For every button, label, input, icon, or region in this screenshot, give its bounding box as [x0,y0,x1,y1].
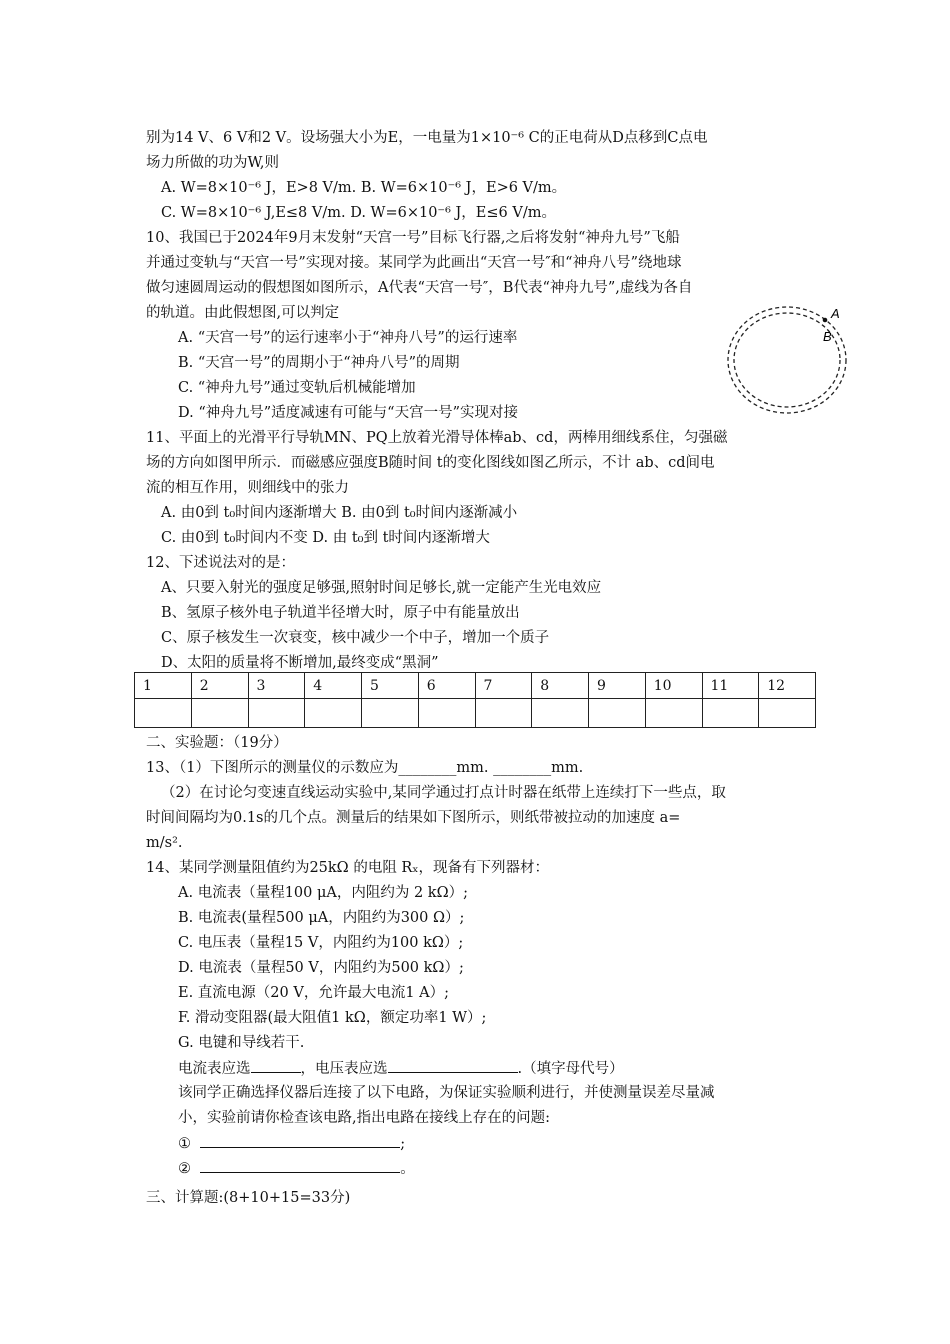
q10-text-line-1: 10、我国已于2024年9月末发射“天宫一号”目标飞行器,之后将发射“神舟九号”飞船 [146,230,680,246]
q11-text-line-2: 场的方向如图甲所示．而磁感应强度B随时间 t的变化图线如图乙所示，不计 ab、cd间电 [146,455,715,471]
q14-item-g: G. 电键和导线若干. [178,1035,305,1051]
q12-option-d: D、太阳的质量将不断增加,最终变成“黑洞” [161,655,439,671]
q11-option-cd: C. 由0到 t₀时间内不变 D. 由 t₀到 t时间内逐渐增大 [161,530,490,546]
voltmeter-prompt: ，电压表应选 [300,1061,388,1077]
answer-header-cell: 8 [532,673,589,699]
orbit-figure [726,304,850,420]
answer-cell[interactable] [248,699,305,728]
answer-cell[interactable] [418,699,475,728]
q10-text-line-4: 的轨道。由此假想图,可以判定 [146,305,340,321]
q10-option-c: C. “神舟九号”通过变轨后机械能增加 [178,380,416,396]
answer-header-cell: 7 [475,673,532,699]
ammeter-prompt: 电流表应选 [178,1061,251,1077]
answer-cell[interactable] [362,699,419,728]
q14-item-e: E. 直流电源（20 V，允许最大电流1 A）; [178,985,450,1001]
problem-1-line [178,1133,405,1154]
q12-text: 12、下述说法对的是： [146,555,295,571]
answer-table [134,672,816,728]
section-2-heading: 二、实验题：（19分） [146,735,288,751]
q10-option-a: A. “天宫一号”的运行速率小于“神舟八号”的运行速率 [178,330,518,346]
q10-option-b: B. “天宫一号”的周期小于“神舟八号”的周期 [178,355,460,371]
answer-cell[interactable] [532,699,589,728]
answer-cell[interactable] [475,699,532,728]
q10-text-line-3: 做匀速圆周运动的假想图如图所示，A代表“天宫一号″，B代表“神舟九号”,虚线为各自 [146,280,693,296]
problem-2-blank[interactable] [200,1158,400,1173]
q9-option-ab: A. W=8×10⁻⁶ J，E>8 V/m. B. W=6×10⁻⁶ J，E>6 V/m。 [161,180,567,196]
section-3-heading: 三、计算题:(8+10+15=33分) [146,1190,351,1206]
voltmeter-answer-blank[interactable] [388,1058,518,1073]
answer-header-cell: 2 [191,673,248,699]
answer-cell[interactable] [759,699,816,728]
answer-header-cell: 6 [418,673,475,699]
answer-header-cell: 10 [645,673,702,699]
outer-orbit [728,307,846,413]
answer-header-cell: 3 [248,673,305,699]
q14-circuit-text-1: 该同学正确选择仪器后连接了以下电路，为保证实验顺利进行，并使测量误差尽量减 [178,1085,715,1101]
q12-option-a: A、只要入射光的强度足够强,照射时间足够长,就一定能产生光电效应 [161,580,602,596]
q12-option-c: C、原子核发生一次衰变，核中减少一个中子，增加一个质子 [161,630,550,646]
q14-item-a: A. 电流表（量程100 μA，内阻约为 2 kΩ）; [178,885,469,901]
q13-part-1: 13、（1）下图所示的测量仪的示数应为________mm. ________mm. [146,760,584,776]
q10-text-line-2: 并通过变轨与“天宫一号”实现对接。某同学为此画出“天宫一号″和“神舟八号”绕地球 [146,255,682,271]
answer-cell[interactable] [589,699,646,728]
answer-cell[interactable] [645,699,702,728]
q13-part-2-line-1: （2）在讨论匀变速直线运动实验中,某同学通过打点计时器在纸带上连续打下一些点，取 [161,785,726,801]
q9-option-cd: C. W=8×10⁻⁶ J,E≤8 V/m. D. W=6×10⁻⁶ J，E≤6 V/m。 [161,205,556,221]
answer-cell[interactable] [702,699,759,728]
answer-cell[interactable] [191,699,248,728]
fill-in-hint: .（填字母代号） [517,1061,624,1077]
label-a: A [831,306,840,321]
answer-cell[interactable] [305,699,362,728]
answer-table-header-row [135,673,816,699]
q12-option-b: B、氢原子核外电子轨道半径增大时，原子中有能量放出 [161,605,520,621]
problem-2-end: 。 [400,1161,415,1177]
q11-option-ab: A. 由0到 t₀时间内逐渐增大 B. 由0到 t₀时间内逐渐减小 [161,505,518,521]
answer-header-cell: 9 [589,673,646,699]
answer-cell[interactable] [135,699,192,728]
q11-text-line-3: 流的相互作用，则细线中的张力 [146,480,349,496]
q9-text-line-2: 场力所做的功为W,则 [146,155,279,171]
q14-item-b: B. 电流表(量程500 μA，内阻约为300 Ω）; [178,910,465,926]
q14-text: 14、某同学测量阻值约为25kΩ 的电阻 Rₓ，现备有下列器材： [146,860,549,876]
q14-item-d: D. 电流表（量程50 V，内阻约为500 kΩ）; [178,960,464,976]
problem-1-end: ; [400,1136,406,1152]
q13-part-2-line-2: 时间间隔均为0.1s的几个点。测量后的结果如下图所示，则纸带被拉动的加速度 a= [146,810,681,826]
q14-item-c: C. 电压表（量程15 V，内阻约为100 kΩ）; [178,935,464,951]
label-b: B [823,329,832,344]
answer-header-cell: 5 [362,673,419,699]
q14-circuit-text-2: 小，实验前请你检查该电路,指出电路在接线上存在的问题: [178,1110,550,1126]
q14-fill-in-line [178,1058,624,1079]
circle-2-marker: ② [178,1161,191,1177]
inner-orbit [734,313,840,407]
answer-table-blank-row [135,699,816,728]
q9-text-line-1: 别为14 V、6 V和2 V。设场强大小为E，一电量为1×10⁻⁶ C的正电荷从D点移到C点电 [146,130,708,146]
problem-1-blank[interactable] [200,1133,400,1148]
answer-header-cell: 4 [305,673,362,699]
ammeter-answer-blank[interactable] [251,1058,301,1073]
answer-header-cell: 11 [702,673,759,699]
tiangong-dot [823,318,828,323]
q13-part-2-line-3: m/s². [146,835,183,851]
circle-1-marker: ① [178,1136,191,1152]
q14-item-f: F. 滑动变阻器(最大阻值1 kΩ，额定功率1 W）; [178,1010,487,1026]
answer-header-cell: 12 [759,673,816,699]
problem-2-line [178,1158,415,1179]
answer-header-cell: 1 [135,673,192,699]
q10-option-d: D. “神舟九号”适度减速有可能与“天宫一号”实现对接 [178,405,518,421]
q11-text-line-1: 11、平面上的光滑平行导轨MN、PQ上放着光滑导体棒ab、cd，两棒用细线系住，匀强磁 [146,430,728,446]
